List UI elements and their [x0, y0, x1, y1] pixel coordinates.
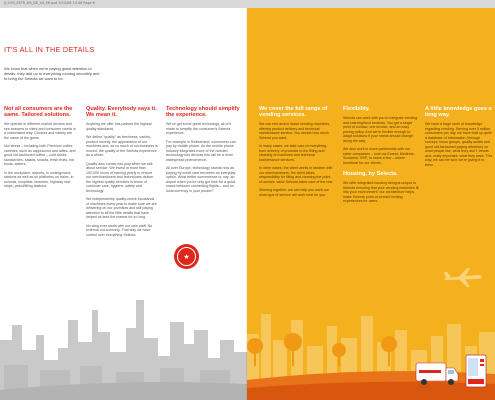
- column-paragraph: We offer integrated housing designs unique to Selecta ensuring that your vending machines fit into your environment: our architecture helps make Selecta point-of-service inviting experiences for users.: [343, 181, 419, 204]
- column-paragraph: In other cases, the client works in tandem with our merchandisers: the client takes responsibility for filling and cleaning the point-of-service, while Selecta takes care of the rest.: [259, 166, 334, 184]
- column-paragraph: Anything we offer has passed the highest quality standards.: [86, 122, 152, 131]
- column-paragraph: In the workplace, airports, in underground stations as well as on platforms on trains, in schools, hospitals, factories, highway rest stops, petrol/filling stations.: [4, 170, 74, 189]
- column-knowledge: [425, 106, 493, 171]
- delivery-van-icon: [415, 360, 459, 386]
- column-heading: Not all consumers are the same. Tailored solutions.: [4, 106, 73, 119]
- column-subheading: Housing, by Selecta.: [343, 171, 398, 178]
- column-heading: A little knowledge goes a long way.: [425, 106, 492, 119]
- column-tailored-solutions: [4, 106, 78, 193]
- column-paragraph: We can rent and/or lease vending machines, offering product delivery and technical maintenance service. You decide how much Selecta you want.: [259, 122, 331, 140]
- column-paragraph: In many cases, we take care of everything, from delivery of products to the filling and cleaning of machines and technical maintenance services.: [259, 144, 328, 162]
- city-skyline-illustration: [0, 280, 247, 400]
- column-paragraph: Selecta can work with you to integrate vending and catering/food services. You get a single point of contact, one invoice, and an easy pricing policy. And we're flexible enough to adapt solutions if your needs should change along the way.: [343, 116, 418, 143]
- vending-machine-icon: [465, 354, 487, 388]
- column-heading: Technology should simplify the experience.: [166, 106, 240, 119]
- column-paragraph: Working together, we can help you work out what type of service will work best for you.: [259, 188, 329, 197]
- column-heading: Flexibility.: [343, 106, 370, 112]
- column-paragraph: We also work in close partnership with our sister companies – such as Eurest, Medirest, Scolarest, SSP, to name a few – where beneficial for our clients.: [343, 147, 415, 165]
- column-paragraph: We operate in different market sectors and see answers to client and consumer needs in a customised way. Choices and variety are the name of the game.: [4, 122, 76, 140]
- page-headline: IT'S ALL IN THE DETAILS: [4, 45, 95, 54]
- column-paragraph: We define "quality" as freshness, variety, product novelty, the appearance of our machines and, as so much of our business is moved, the quality of the Selecta experience as a whole.: [86, 135, 158, 158]
- column-flexibility: [343, 106, 419, 208]
- column-paragraph: For example in Switzerland, consumers can pay by mobile phone. As the mobile phone industry integrates more of the needed technology into devices this will be a more widespread phenomenon.: [166, 139, 236, 162]
- column-quality: [86, 106, 158, 241]
- column-paragraph: We have a huge store of knowledge regarding vending. Serving over 5 million consumers per day, we have built up quite a database of information (through surveys, focus groups, quality audits and good old-fashioned paying attention) on what people like, what they don't, trends and, really important, what they want. This way, we can be sure we're giving it to them.: [425, 122, 493, 167]
- column-vending-services: [259, 106, 335, 201]
- column-paragraph: All over Europe, technology stands now as paying by credit card becomes an everyday option. What better convenience is, say, an airport when you're only got time for a quick snack between connecting flights – and no local currency in your pocket?: [166, 166, 236, 193]
- intro-text: We know that when we're paying guest attention to details, they add up to everything running smoothly and to bring the Selecta we want to be.: [4, 66, 100, 81]
- column-paragraph: Not stress – including both Premium coffee varieties, such as cappuccino and lattes, and good old-fashioned coffee – cold drinks, sandwiches, salads, snacks, fresh fruits, hot foods, waters.: [4, 144, 76, 167]
- right-page: [247, 8, 495, 400]
- quality-seal-icon: ★: [174, 244, 199, 269]
- column-heading: Quality. Everybody says it. We mean it.: [86, 106, 157, 119]
- column-paragraph: Quality also comes into play when we talk about service. We invest in more than 100,000 hours of training yearly to ensure our merchandisers and technicians deliver the highest quality services in terms of customer care, hygiene, safety and technology.: [86, 161, 154, 193]
- column-paragraph: We've got some great technology, all of it made to simplify the consumer's Selecta experience.: [166, 122, 232, 136]
- left-page: [0, 8, 247, 400]
- column-paragraph: We independently quality-check thousands of machines every year to make sure we are delivering on our promises and still paying attention to all the little details that have helped us lead the market for so long.: [86, 197, 157, 220]
- column-technology: [166, 106, 240, 197]
- column-paragraph: No wing ever starts with our own staff. No external out-sourcing. That way we have control over everything Selecta.: [86, 223, 153, 237]
- print-slug: D_ESR_ESTR_GB_DE_V4_06.qxd 5/12/06 14:48 Page 6: [4, 1, 95, 5]
- column-heading: We cover the full range of vending services.: [259, 106, 328, 119]
